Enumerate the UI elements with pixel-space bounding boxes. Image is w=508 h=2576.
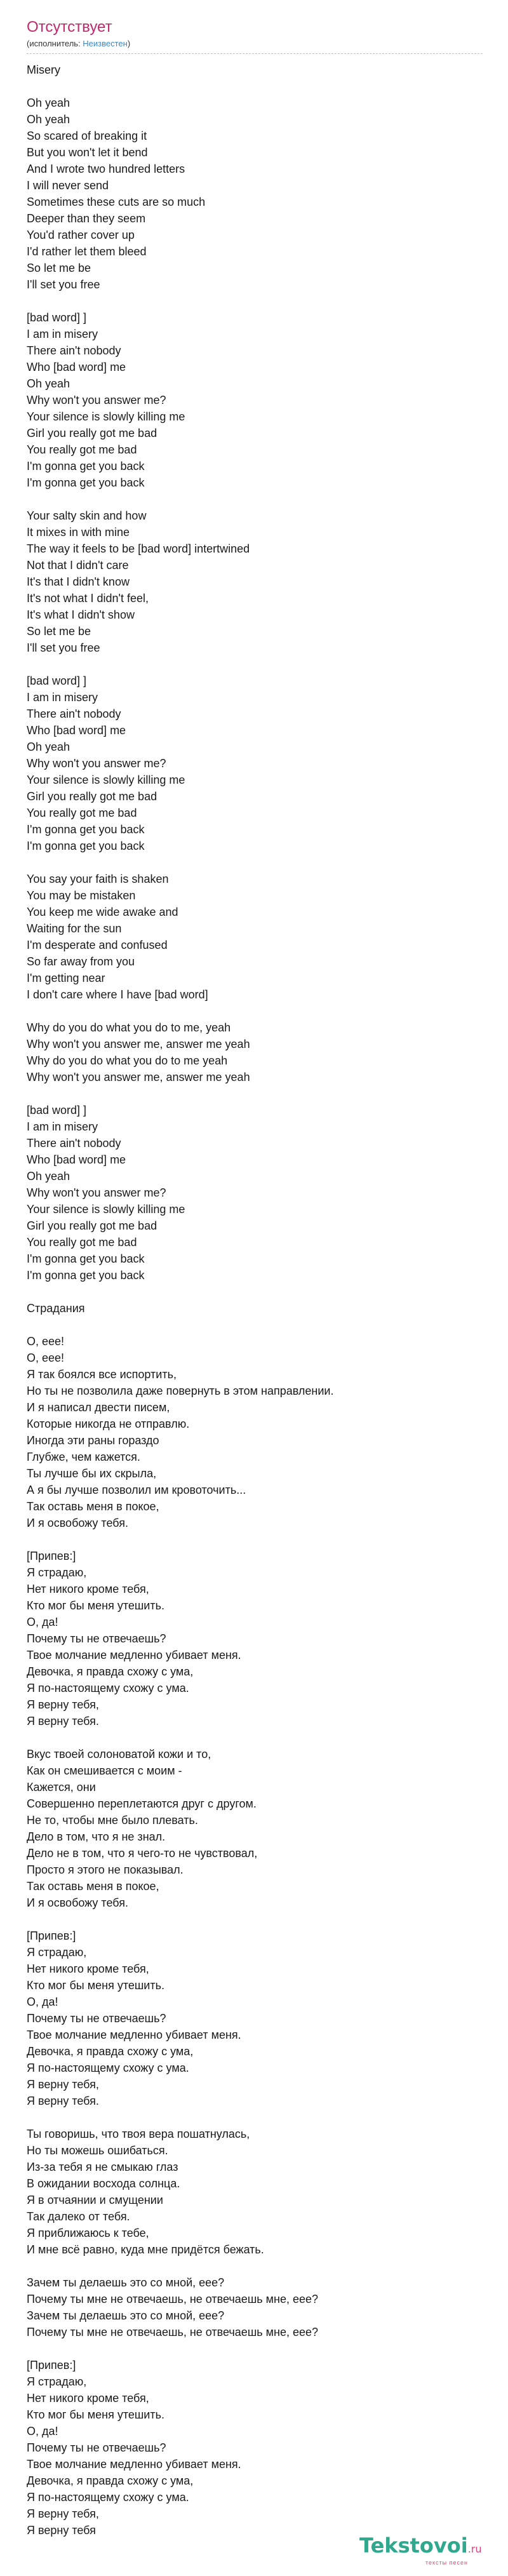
lyrics-text bbox=[27, 62, 478, 2539]
lyric-line: Misery bbox=[27, 64, 60, 76]
lyric-line: But you won't let it bend bbox=[27, 146, 148, 159]
lyric-line: [bad word] ] bbox=[27, 1104, 87, 1117]
lyric-line: You may be mistaken bbox=[27, 889, 136, 902]
lyric-line: There ain't nobody bbox=[27, 344, 121, 357]
lyric-line: Я верну тебя. bbox=[27, 2095, 99, 2107]
lyric-line: There ain't nobody bbox=[27, 1137, 121, 1150]
lyric-line: Why won't you answer me? bbox=[27, 1186, 166, 1199]
lyric-line: There ain't nobody bbox=[27, 708, 121, 720]
lyric-line: Из-за тебя я не смыкаю глаз bbox=[27, 2161, 178, 2173]
lyric-line: Your silence is slowly killing me bbox=[27, 774, 185, 786]
artist-byline bbox=[27, 38, 483, 54]
lyric-line: Просто я этого не показывал. bbox=[27, 1863, 184, 1876]
byline-suffix: ) bbox=[127, 39, 131, 48]
lyric-line: Кажется, они bbox=[27, 1781, 96, 1794]
lyric-line: You'd rather cover up bbox=[27, 229, 135, 241]
lyric-line: И я освобожу тебя. bbox=[27, 1517, 128, 1529]
lyric-line: You really got me bad bbox=[27, 1236, 137, 1249]
lyric-line: Твое молчание медленно убивает меня. bbox=[27, 2458, 241, 2471]
lyric-line: Я верну тебя, bbox=[27, 1698, 99, 1711]
lyric-line: It's not what I didn't feel, bbox=[27, 592, 149, 605]
lyric-line: I'd rather let them bleed bbox=[27, 245, 147, 258]
lyric-line: А я бы лучше позволил им кровоточить... bbox=[27, 1484, 246, 1496]
lyric-line bbox=[27, 1531, 478, 1548]
lyric-line: Girl you really got me bad bbox=[27, 427, 157, 439]
lyric-line: Зачем ты делаешь это со мной, еее? bbox=[27, 2276, 225, 2289]
lyric-line: Why do you do what you do to me yeah bbox=[27, 1054, 228, 1067]
lyric-line bbox=[27, 1284, 478, 1300]
lyric-line: And I wrote two hundred letters bbox=[27, 163, 185, 175]
lyric-line: И я освобожу тебя. bbox=[27, 1896, 128, 1909]
lyric-line: [Припев:] bbox=[27, 1550, 76, 1562]
lyric-line: Sometimes these cuts are so much bbox=[27, 196, 206, 208]
lyric-line: Я страдаю, bbox=[27, 2375, 87, 2388]
artist-link[interactable]: Неизвестен bbox=[83, 39, 128, 48]
lyric-line: Я верну тебя, bbox=[27, 2078, 99, 2091]
lyric-line: Нет никого кроме тебя, bbox=[27, 1962, 149, 1975]
lyric-line: Но ты не позволила даже повернуть в этом направлении. bbox=[27, 1385, 334, 1397]
lyric-line bbox=[27, 1317, 478, 1333]
lyric-line: Я по-настоящему схожу с ума. bbox=[27, 2491, 189, 2504]
lyric-line: Oh yeah bbox=[27, 97, 70, 109]
lyric-line: Я по-настоящему схожу с ума. bbox=[27, 2062, 189, 2074]
lyric-line: Девочка, я правда схожу с ума, bbox=[27, 1665, 194, 1678]
lyric-line: I'll set you free bbox=[27, 641, 100, 654]
lyric-line: I'm gonna get you back bbox=[27, 1269, 145, 1282]
lyric-line: Я в отчаянии и смущении bbox=[27, 2194, 163, 2206]
lyric-line: Твое молчание медленно убивает меня. bbox=[27, 1649, 241, 1661]
lyric-line: Who [bad word] me bbox=[27, 1153, 126, 1166]
lyric-line: И мне всё равно, куда мне придётся бежать. bbox=[27, 2243, 264, 2256]
lyric-line: Why do you do what you do to me, yeah bbox=[27, 1021, 231, 1034]
lyric-line bbox=[27, 78, 478, 95]
lyric-line: Я верну тебя. bbox=[27, 1715, 99, 1727]
lyric-line: I don't care where I have [bad word] bbox=[27, 988, 208, 1001]
lyric-line: В ожидании восхода солнца. bbox=[27, 2177, 180, 2190]
lyric-line bbox=[27, 2109, 478, 2126]
site-logo[interactable] bbox=[359, 2534, 499, 2570]
lyric-line: Почему ты мне не отвечаешь, не отвечаешь мне, еее? bbox=[27, 2293, 319, 2305]
lyric-line: It's what I didn't show bbox=[27, 608, 135, 621]
lyric-line: Так оставь меня в покое, bbox=[27, 1880, 159, 1893]
lyric-line: Нет никого кроме тебя, bbox=[27, 2392, 149, 2405]
lyric-line: Я верну тебя, bbox=[27, 2507, 99, 2520]
lyric-line: Твое молчание медленно убивает меня. bbox=[27, 2029, 241, 2041]
lyric-line: О, да! bbox=[27, 1616, 58, 1628]
lyric-line: Кто мог бы меня утешить. bbox=[27, 1979, 164, 1992]
lyric-line: Who [bad word] me bbox=[27, 724, 126, 737]
lyric-line: Why won't you answer me, answer me yeah bbox=[27, 1038, 250, 1050]
lyric-line: [Припев:] bbox=[27, 2359, 76, 2371]
lyric-line: Нет никого кроме тебя, bbox=[27, 1583, 149, 1595]
lyric-line: Я так боялся все испортить, bbox=[27, 1368, 177, 1381]
lyric-line: Who [bad word] me bbox=[27, 361, 126, 373]
lyric-line: Я страдаю, bbox=[27, 1946, 87, 1959]
lyric-line: [bad word] ] bbox=[27, 674, 87, 687]
lyric-line: Страдания bbox=[27, 1302, 85, 1315]
lyric-line bbox=[27, 2258, 478, 2274]
lyric-line: Не то, чтобы мне было плевать. bbox=[27, 1814, 198, 1827]
lyric-line bbox=[27, 1729, 478, 1746]
lyric-line: Кто мог бы меня утешить. bbox=[27, 1599, 164, 1612]
lyric-line: Oh yeah bbox=[27, 377, 70, 390]
lyric-line: I'm getting near bbox=[27, 972, 105, 984]
lyric-line: [bad word] ] bbox=[27, 311, 87, 324]
lyric-line: Как он смешивается с моим - bbox=[27, 1764, 182, 1777]
lyric-line: Why won't you answer me? bbox=[27, 757, 166, 770]
lyric-line: Deeper than they seem bbox=[27, 212, 146, 225]
lyric-line: Ты говоришь, что твоя вера пошатнулась, bbox=[27, 2128, 250, 2140]
lyric-line: [Припев:] bbox=[27, 1929, 76, 1942]
lyric-line: You really got me bad bbox=[27, 807, 137, 819]
logo-wordmark bbox=[359, 2534, 499, 2561]
lyric-line: So let me be bbox=[27, 625, 91, 638]
lyric-line bbox=[27, 1911, 478, 1928]
lyric-line: Почему ты не отвечаешь? bbox=[27, 1632, 166, 1645]
lyric-line: I'm gonna get you back bbox=[27, 840, 145, 852]
lyric-line: I'm gonna get you back bbox=[27, 476, 145, 489]
lyric-line: It's that I didn't know bbox=[27, 575, 130, 588]
logo-tagline: тексты песен bbox=[425, 2559, 469, 2566]
lyrics-page bbox=[27, 18, 478, 2539]
lyric-line: Которые никогда не отправлю. bbox=[27, 1418, 190, 1430]
logo-name: Tekstovoi bbox=[359, 2533, 468, 2558]
lyric-line: Почему ты не отвечаешь? bbox=[27, 2441, 166, 2454]
lyric-line: Not that I didn't care bbox=[27, 559, 129, 572]
byline-prefix: (исполнитель: bbox=[27, 39, 83, 48]
lyric-line: I am in misery bbox=[27, 691, 98, 704]
lyric-line: Girl you really got me bad bbox=[27, 1219, 157, 1232]
lyric-line: Дело не в том, что я чего-то не чувствовал, bbox=[27, 1847, 258, 1860]
lyric-line: О, еее! bbox=[27, 1352, 65, 1364]
lyric-line: О, еее! bbox=[27, 1335, 65, 1348]
lyric-line: So let me be bbox=[27, 262, 91, 274]
lyric-line: Girl you really got me bad bbox=[27, 790, 157, 803]
lyric-line: I will never send bbox=[27, 179, 109, 192]
lyric-line: I am in misery bbox=[27, 1120, 98, 1133]
lyric-line: Дело в том, что я не знал. bbox=[27, 1830, 166, 1843]
lyric-line: Глубже, чем кажется. bbox=[27, 1451, 140, 1463]
lyric-line: It mixes in with mine bbox=[27, 526, 130, 539]
lyric-line: Я приближаюсь к тебе, bbox=[27, 2227, 149, 2239]
lyric-line bbox=[27, 491, 478, 507]
lyric-line: Your silence is slowly killing me bbox=[27, 1203, 185, 1216]
lyric-line: Так далеко от тебя. bbox=[27, 2210, 130, 2223]
lyric-line: И я написал двести писем, bbox=[27, 1401, 170, 1414]
lyric-line: I'm desperate and confused bbox=[27, 939, 168, 951]
lyric-line bbox=[27, 293, 478, 309]
lyric-line: I'm gonna get you back bbox=[27, 1252, 145, 1265]
lyric-line: Девочка, я правда схожу с ума, bbox=[27, 2045, 194, 2058]
lyric-line: Я верну тебя bbox=[27, 2524, 96, 2537]
lyric-line: You really got me bad bbox=[27, 443, 137, 456]
lyric-line: Your silence is slowly killing me bbox=[27, 410, 185, 423]
lyric-line: You keep me wide awake and bbox=[27, 906, 178, 918]
lyric-line: Совершенно переплетаются друг с другом. bbox=[27, 1797, 257, 1810]
lyric-line: So far away from you bbox=[27, 955, 135, 968]
lyric-line: Your salty skin and how bbox=[27, 509, 147, 522]
lyric-line: Иногда эти раны гораздо bbox=[27, 1434, 159, 1447]
lyric-line: Так оставь меня в покое, bbox=[27, 1500, 159, 1513]
lyric-line bbox=[27, 2340, 478, 2357]
lyric-line: О, да! bbox=[27, 2425, 58, 2438]
lyric-line: Ты лучше бы их скрыла, bbox=[27, 1467, 157, 1480]
lyric-line bbox=[27, 1085, 478, 1102]
lyric-line: О, да! bbox=[27, 1996, 58, 2008]
lyric-line: Зачем ты делаешь это со мной, еее? bbox=[27, 2309, 225, 2322]
lyric-line: Why won't you answer me? bbox=[27, 394, 166, 406]
lyric-line: Но ты можешь ошибаться. bbox=[27, 2144, 168, 2157]
logo-tld: .ru bbox=[467, 2543, 482, 2555]
lyric-line: I'm gonna get you back bbox=[27, 823, 145, 836]
lyric-line: Я по-настоящему схожу с ума. bbox=[27, 1682, 189, 1694]
lyric-line: I am in misery bbox=[27, 328, 98, 340]
song-title: Отсутствует bbox=[27, 18, 112, 36]
lyric-line bbox=[27, 1003, 478, 1019]
lyric-line: The way it feels to be [bad word] intertwined bbox=[27, 542, 250, 555]
lyric-line: Oh yeah bbox=[27, 741, 70, 753]
lyric-line: Waiting for the sun bbox=[27, 922, 122, 935]
lyric-line: Кто мог бы меня утешить. bbox=[27, 2408, 164, 2421]
lyric-line bbox=[27, 656, 478, 673]
lyric-line: Oh yeah bbox=[27, 113, 70, 126]
lyric-line: So scared of breaking it bbox=[27, 130, 147, 142]
lyric-line: You say your faith is shaken bbox=[27, 873, 169, 885]
lyric-line bbox=[27, 854, 478, 871]
lyric-line: Вкус твоей солоноватой кожи и то, bbox=[27, 1748, 211, 1761]
lyric-line: Почему ты мне не отвечаешь, не отвечаешь мне, еее? bbox=[27, 2326, 319, 2338]
lyric-line: Почему ты не отвечаешь? bbox=[27, 2012, 166, 2025]
lyric-line: Oh yeah bbox=[27, 1170, 70, 1183]
lyric-line: Why won't you answer me, answer me yeah bbox=[27, 1071, 250, 1083]
lyric-line: I'll set you free bbox=[27, 278, 100, 291]
lyric-line: I'm gonna get you back bbox=[27, 460, 145, 473]
lyric-line: Девочка, я правда схожу с ума, bbox=[27, 2474, 194, 2487]
lyric-line: Я страдаю, bbox=[27, 1566, 87, 1579]
